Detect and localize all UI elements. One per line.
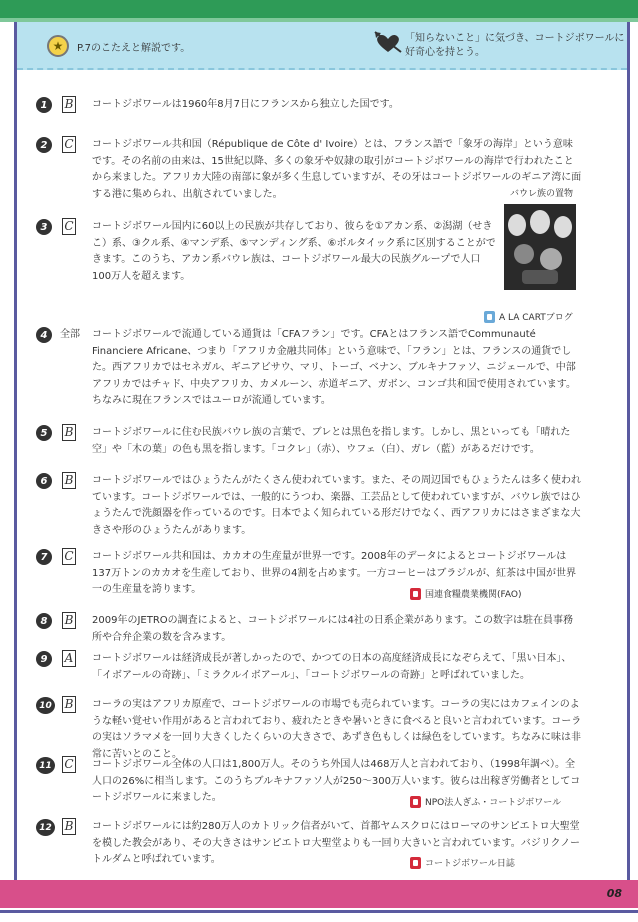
credit-npo-text: NPO法人ぎふ・コートジボワール bbox=[425, 798, 562, 808]
item-answer: B bbox=[62, 472, 76, 489]
item-number: 3 bbox=[36, 219, 52, 235]
item-number: 10 bbox=[36, 697, 55, 714]
credit-fao bbox=[410, 587, 521, 600]
item-text: コートジボワールで流通している通貨は「CFAフラン」です。CFAとはフランス語でCommunauté Financiere Africane、つまり「アフリカ金融共同体」という意味で、「フラン」とは、フランスの通貨でした。西アフリカではセネガル、ギニアビサウ、マリ、トーゴ、ベナン、ブルキナファソ、ニジェールで、中部アフリカではチャド、中央アフリカ、カメルーン、赤道ギニア、ガボン、コンゴ共和国で使用されています。ちなみに現在フランスではユーロが流通しています。 bbox=[92, 329, 576, 406]
photo-caption: バウレ族の置物 bbox=[510, 189, 574, 199]
credit-blog bbox=[484, 310, 573, 323]
item-answer: C bbox=[62, 548, 76, 565]
item-text: コートジボワールではひょうたんがたくさん使われています。また、その周辺国でもひょうたんは多く使われています。コートジボワールでは、一般的にうつわ、楽器、工芸品として使われていますが、バウレ族ではひょうたんで洗顔器を作っているのです。日本でよく知られている形だけでなく、西アフリカにはさまざまな大きさや形のひょうたんがあります。 bbox=[92, 475, 581, 536]
item-number: 12 bbox=[36, 819, 55, 836]
item-text: コートジボワール全体の人口は1,800万人。そのうち外国人は468万人と言われており、（1998年調べ）。全人口の26%に相当します。このうちブルキナファソ人が250～300万人います。彼らは出稼ぎ労働者としてコートジボワールに来ました。 bbox=[92, 759, 581, 803]
item-text: コートジボワールは経済成長が著しかったので、かつての日本の高度経済成長になぞらえて、「黒い日本」、「イボアールの奇跡」、「ミラクルイボアール」、「コートジボワールの奇跡」と呼ばれていました。 bbox=[92, 653, 572, 681]
item-number: 5 bbox=[36, 425, 52, 441]
item-number: 9 bbox=[36, 651, 52, 667]
item-answer: B bbox=[62, 818, 76, 835]
heart-arrow-icon bbox=[373, 30, 403, 56]
item-number: 8 bbox=[36, 613, 52, 629]
item-answer: C bbox=[62, 756, 76, 773]
book-icon bbox=[410, 588, 421, 600]
item-answer: B bbox=[62, 612, 76, 629]
item-number: 4 bbox=[36, 327, 52, 343]
item-text: コートジボワール共和国は、カカオの生産量が世界一です。2008年のデータによるとコートジボワールは137万トンのカカオを生産しており、世界の4割を占めます。一方コーヒーはブラジルが、紅茶は中国が世界一の生産量を誇ります。 bbox=[92, 551, 576, 595]
item-answer: B bbox=[62, 424, 76, 441]
header-band bbox=[17, 22, 627, 70]
page-number: 08 bbox=[606, 887, 622, 900]
item-text: コートジボワール共和国（République de Côte d' Ivoire）とは、フランス語で「象牙の海岸」という意味です。その名前の由来は、15世紀以降、多くの象牙や奴隷の取引がコートジボワールの海岸で行われたことから来ました。アフリカ大陸の南部に象が多く生息していますが、その牙はコートジボワールのギニア湾に面する港に集められ、出航されていました。 bbox=[92, 139, 582, 200]
item-number: 7 bbox=[36, 549, 52, 565]
item-answer: B bbox=[62, 696, 76, 713]
star-badge-icon: ★ bbox=[47, 35, 69, 57]
item-number: 6 bbox=[36, 473, 52, 489]
item-number: 2 bbox=[36, 137, 52, 153]
item-text: 2009年のJETROの調査によると、コートジボワールには4社の日系企業があります。この数字は駐在員事務所や合弁企業の数を含みます。 bbox=[92, 615, 574, 643]
item-number: 1 bbox=[36, 97, 52, 113]
credit-npo bbox=[410, 795, 561, 808]
header-right-text: 「知らないこと」に気づき、コートジボワールに好奇心を持とう。 bbox=[405, 33, 625, 58]
top-band bbox=[0, 0, 638, 20]
credit-fao-text: 国連食糧農業機関(FAO) bbox=[425, 590, 522, 600]
blog-icon bbox=[484, 311, 495, 323]
item-text: コートジボワール国内に60以上の民族が共存しており、彼らを①アカン系、②潟湖（せきこ）系、③クル系、④マンデ系、⑤マンディング系、⑥ボルタイック系に区別することができます。このうち、アカン系バウレ族は、コートジボワール最大の民族グループで人口100万人を超えます。 bbox=[92, 221, 496, 282]
item-answer: 全部 bbox=[60, 329, 80, 340]
book-icon bbox=[410, 796, 421, 808]
book-icon bbox=[410, 857, 421, 869]
credit-daily-text: コートジボワール日誌 bbox=[425, 859, 515, 869]
credit-daily bbox=[410, 856, 515, 869]
bottom-frame-line bbox=[0, 910, 638, 913]
item-text: コートジボワールに住む民族バウレ族の言葉で、ブレとは黒色を指します。しかし、黒といっても「晴れた空」や「木の葉」の色も黒を指します。「コクレ」（赤）、ウフェ（白）、ガレ（藍）があるだけです。 bbox=[92, 427, 571, 455]
item-text: コーラの実はアフリカ原産で、コートジボワールの市場でも売られています。コーラの実にはカフェインのような軽い覚せい作用があると言われており、疲れたときや暑いときに食べると良いと言われています。コーラの実はソラマメを一回り大きくしたくらいの大きさで、あずき色もしくは緑色をしています。ちなみに味は非常に苦いとのこと。 bbox=[92, 699, 582, 760]
credit-blog-text: A LA CARTブログ bbox=[499, 313, 573, 323]
item-number: 11 bbox=[36, 757, 55, 774]
item-text: コートジボワールは1960年8月7日にフランスから独立した国です。 bbox=[92, 99, 399, 110]
item-answer: A bbox=[62, 650, 76, 667]
item-answer: C bbox=[62, 218, 76, 235]
item-answer: C bbox=[62, 136, 76, 153]
item-text: コートジボワールには約280万人のカトリック信者がいて、首都ヤムスクロにはローマのサンピエトロ大聖堂を模した教会があり、その大きさはサンピエトロ大聖堂よりも一回り大きいと言われています。バジリクノートルダムと呼ばれています。 bbox=[92, 821, 580, 865]
baule-figurine-photo bbox=[504, 204, 576, 290]
item-answer: B bbox=[62, 96, 76, 113]
bottom-band bbox=[0, 880, 638, 908]
header-left-text: P.7のこたえと解説です。 bbox=[77, 43, 191, 54]
